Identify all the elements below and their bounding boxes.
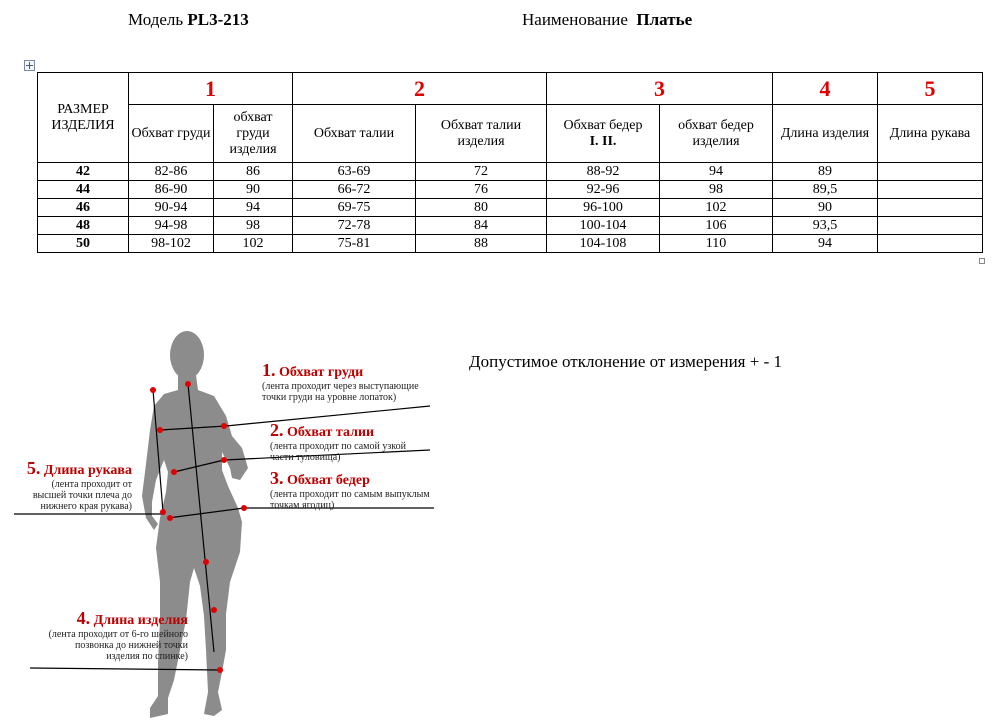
annotation-title: Обхват бедер xyxy=(287,473,370,488)
value-cell: 86-90 xyxy=(129,181,214,199)
value-cell: 63-69 xyxy=(293,163,416,181)
value-cell: 72-78 xyxy=(293,217,416,235)
value-cell xyxy=(878,199,983,217)
name-value: Платье xyxy=(636,10,693,29)
annotation-description: (лента проходит от высшей точки плеча до нижнего края рукава) xyxy=(32,479,132,512)
value-cell: 66-72 xyxy=(293,181,416,199)
annotation-sleeve-length xyxy=(20,458,132,512)
value-cell: 86 xyxy=(214,163,293,181)
value-cell xyxy=(878,217,983,235)
value-cell xyxy=(878,235,983,253)
table-row xyxy=(38,199,983,217)
value-cell: 94 xyxy=(773,235,878,253)
name-header xyxy=(522,10,692,30)
annotation-garment-length xyxy=(46,608,188,662)
value-cell: 110 xyxy=(660,235,773,253)
value-cell: 94 xyxy=(214,199,293,217)
annotation-number: 5. xyxy=(26,458,41,478)
annotation-description: (лента проходит по самой узкой части туловища) xyxy=(270,441,406,463)
annotation-number: 1. xyxy=(262,360,276,380)
column-header: Длина рукава xyxy=(878,105,983,163)
annotation-title: Обхват талии xyxy=(287,425,375,440)
value-cell: 72 xyxy=(416,163,547,181)
group-number-3: 3 xyxy=(547,73,773,105)
size-cell: 46 xyxy=(38,199,129,217)
value-cell: 90 xyxy=(214,181,293,199)
group-number-5: 5 xyxy=(878,73,983,105)
size-table xyxy=(37,72,983,253)
annotation-waist xyxy=(270,420,430,463)
annotation-description: (лента проходит через выступающие точки груди на уровне лопаток) xyxy=(262,381,419,403)
value-cell xyxy=(878,181,983,199)
size-cell: 42 xyxy=(38,163,129,181)
annotation-number: 3. xyxy=(270,468,284,488)
annotation-hips xyxy=(270,468,450,511)
column-header: обхват бедер изделия xyxy=(660,105,773,163)
column-header-text: Обхват бедер I. II. xyxy=(563,117,643,149)
group-number-4: 4 xyxy=(773,73,878,105)
value-cell: 106 xyxy=(660,217,773,235)
value-cell: 84 xyxy=(416,217,547,235)
size-cell: 50 xyxy=(38,235,129,253)
group-number-1: 1 xyxy=(129,73,293,105)
value-cell: 98-102 xyxy=(129,235,214,253)
value-cell: 80 xyxy=(416,199,547,217)
value-cell: 89 xyxy=(773,163,878,181)
column-header: Обхват талии изделия xyxy=(416,105,547,163)
value-cell: 88-92 xyxy=(547,163,660,181)
value-cell: 94 xyxy=(660,163,773,181)
table-row xyxy=(38,235,983,253)
model-label: Модель xyxy=(128,10,184,29)
value-cell: 90 xyxy=(773,199,878,217)
column-header: Длина изделия xyxy=(773,105,878,163)
value-cell: 100-104 xyxy=(547,217,660,235)
name-label: Наименование xyxy=(522,10,628,29)
table-move-handle-icon[interactable] xyxy=(24,60,35,71)
size-header-cell: РАЗМЕР ИЗДЕЛИЯ xyxy=(38,73,129,163)
value-cell: 102 xyxy=(660,199,773,217)
value-cell: 104-108 xyxy=(547,235,660,253)
model-header xyxy=(128,10,249,30)
value-cell: 69-75 xyxy=(293,199,416,217)
value-cell: 93,5 xyxy=(773,217,878,235)
annotation-title: Обхват груди xyxy=(279,365,364,380)
value-cell: 88 xyxy=(416,235,547,253)
value-cell: 102 xyxy=(214,235,293,253)
value-cell: 92-96 xyxy=(547,181,660,199)
annotation-number: 2. xyxy=(270,420,284,440)
annotation-title: Длина рукава xyxy=(43,463,132,478)
value-cell: 82-86 xyxy=(129,163,214,181)
table-row xyxy=(38,163,983,181)
group-number-2: 2 xyxy=(293,73,547,105)
annotation-title: Длина изделия xyxy=(93,613,188,628)
model-value: PL3-213 xyxy=(187,10,249,29)
annotation-number: 4. xyxy=(76,608,91,628)
value-cell: 76 xyxy=(416,181,547,199)
table-row xyxy=(38,217,983,235)
value-cell xyxy=(878,163,983,181)
value-cell: 96-100 xyxy=(547,199,660,217)
value-cell: 98 xyxy=(214,217,293,235)
annotation-chest xyxy=(262,360,440,403)
column-header: Обхват талии xyxy=(293,105,416,163)
table-row xyxy=(38,181,983,199)
tolerance-note: Допустимое отклонение от измерения + - 1 xyxy=(469,352,782,371)
value-cell: 94-98 xyxy=(129,217,214,235)
column-header: обхват груди изделия xyxy=(214,105,293,163)
column-header xyxy=(547,105,660,163)
table-resize-handle[interactable] xyxy=(979,258,985,264)
size-cell: 44 xyxy=(38,181,129,199)
value-cell: 90-94 xyxy=(129,199,214,217)
annotation-description: (лента проходит по самым выпуклым точкам ягодиц) xyxy=(270,489,430,511)
size-cell: 48 xyxy=(38,217,129,235)
annotation-description: (лента проходит от 6-го шейного позвонка до нижней точки изделия по спинке) xyxy=(48,629,188,662)
column-header: Обхват груди xyxy=(129,105,214,163)
value-cell: 98 xyxy=(660,181,773,199)
value-cell: 89,5 xyxy=(773,181,878,199)
value-cell: 75-81 xyxy=(293,235,416,253)
